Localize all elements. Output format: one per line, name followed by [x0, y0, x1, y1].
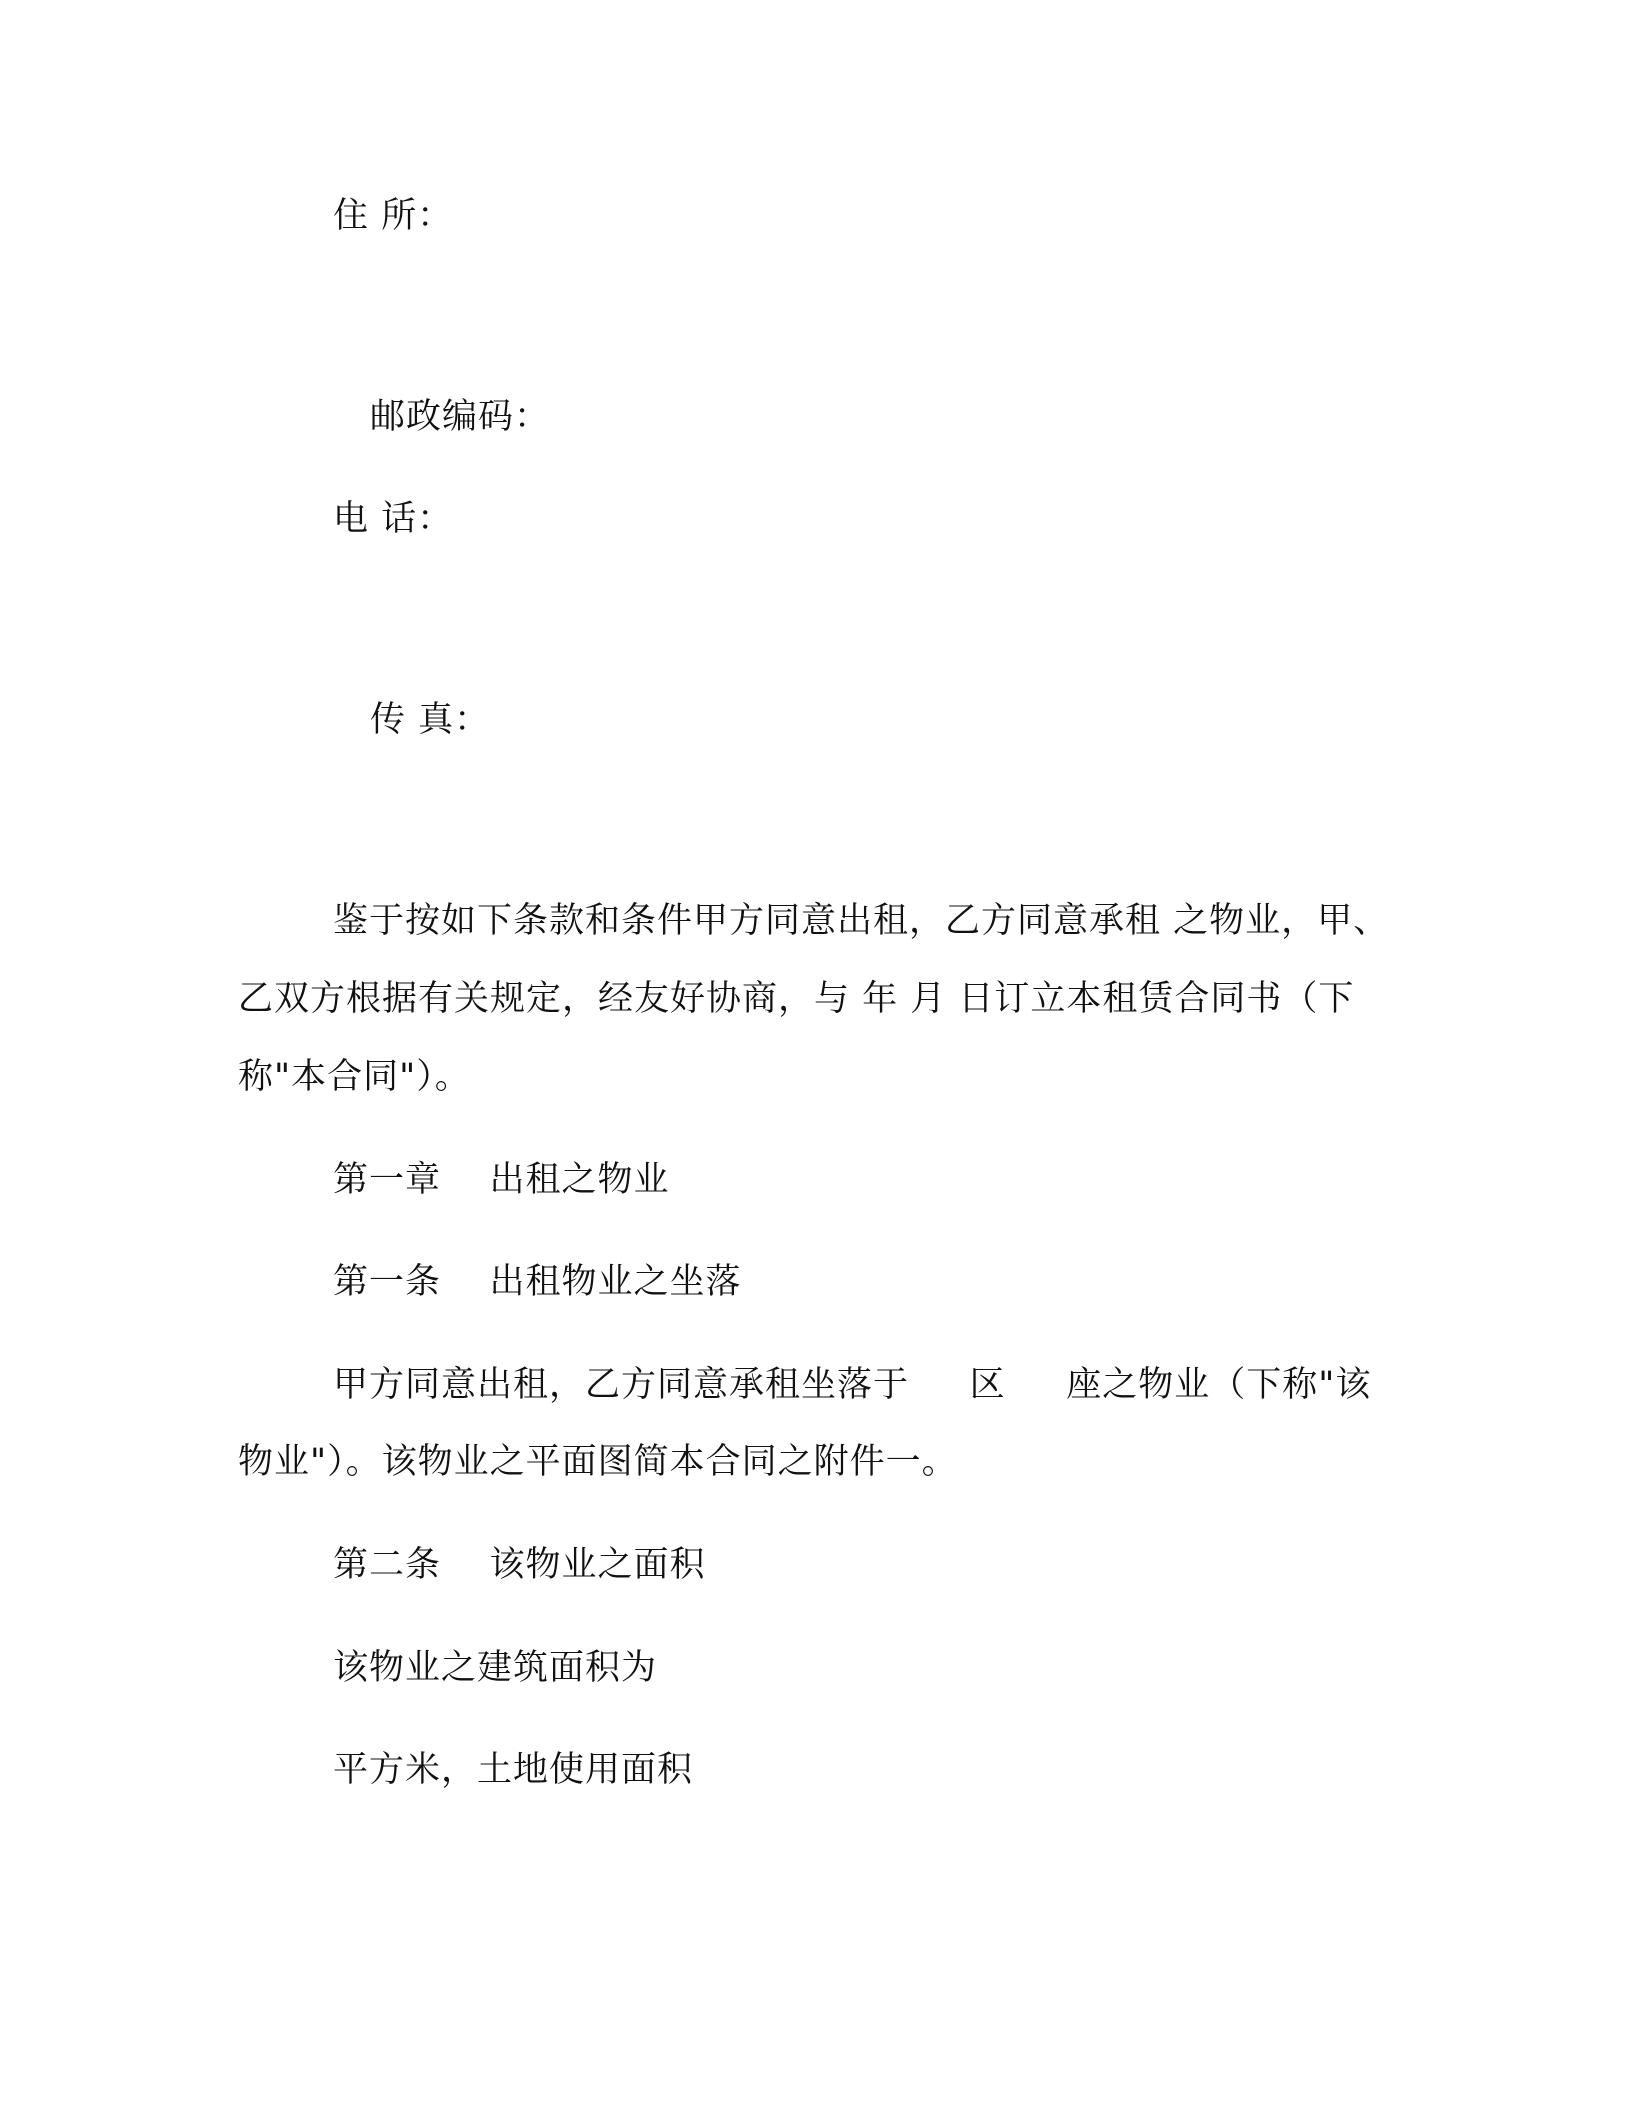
address-label: 住 所：: [333, 196, 454, 236]
article-2-line-1: 该物业之建筑面积为: [333, 1648, 658, 1688]
article-2-line-2: 平方米，土地使用面积: [333, 1750, 694, 1790]
article-1-line-2: 物业"）。该物业之平面图简本合同之附件一。: [238, 1442, 958, 1482]
preamble-line-3: 称"本合同"）。: [238, 1057, 471, 1097]
chapter-heading: 第一章 出租之物业: [333, 1160, 670, 1200]
preamble-line-1: 鉴于按如下条款和条件甲方同意出租，乙方同意承租 之物业，甲、: [333, 901, 1390, 941]
preamble-line-2: 乙双方根据有关规定，经友好协商，与 年 月 日订立本租赁合同书（下: [238, 979, 1355, 1019]
postal-code-label: 邮政编码：: [370, 397, 551, 437]
phone-label: 电 话：: [333, 499, 454, 539]
article-1-heading: 第一条 出租物业之坐落: [333, 1262, 742, 1302]
article-2-heading: 第二条 该物业之面积: [333, 1545, 706, 1585]
article-1-line-1: 甲方同意出租，乙方同意承租坐落于 区 座之物业（下称"该: [333, 1365, 1372, 1405]
fax-label: 传 真：: [370, 700, 491, 740]
